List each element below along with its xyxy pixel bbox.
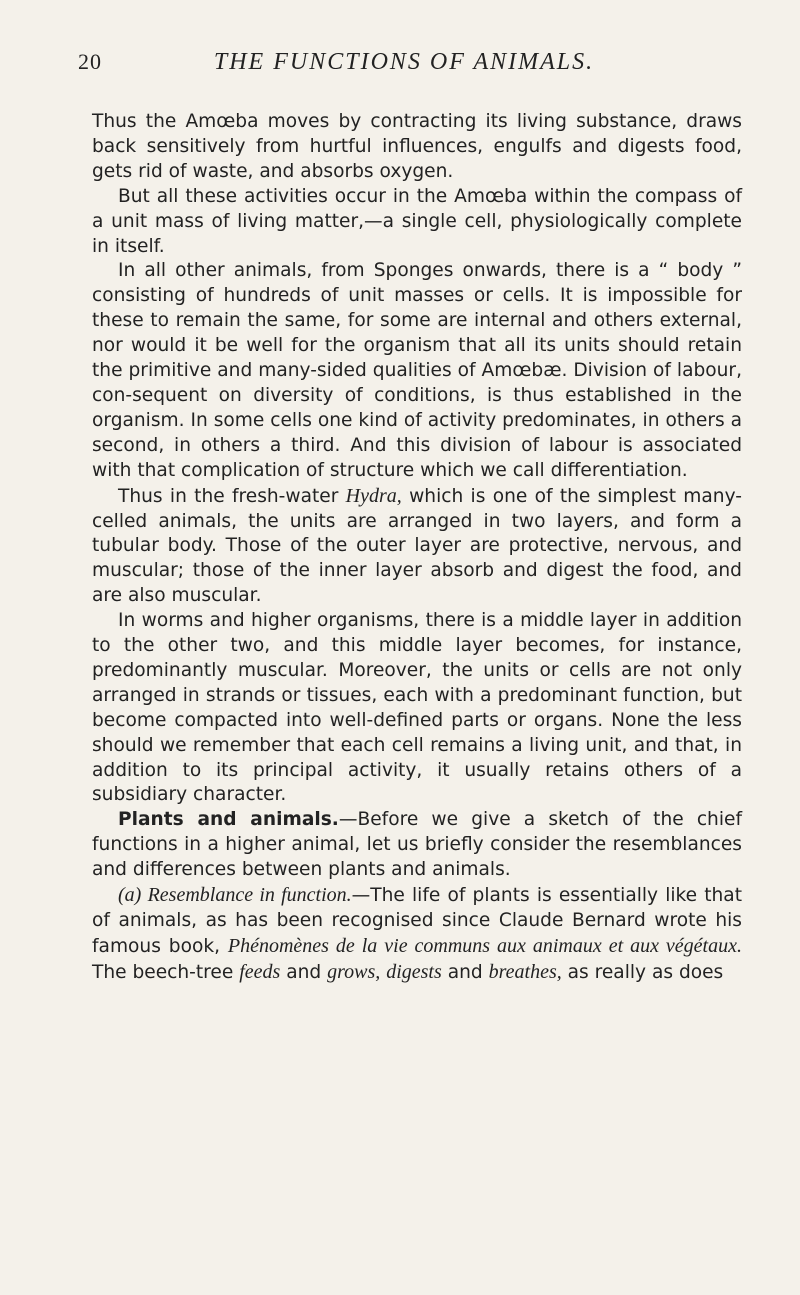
- subsection-label-resemblance: (a) Resemblance in function.: [118, 884, 352, 907]
- p7-text-c: and: [280, 961, 328, 983]
- term-grows: grows,: [327, 960, 381, 983]
- p7-text-b: The beech-tree: [92, 961, 240, 983]
- term-digests: digests: [386, 960, 442, 983]
- paragraph-4: [92, 484, 742, 610]
- paragraph-3: In all other animals, from Sponges onwards, there is a “ body ” consisting of hundreds of unit masses or cells. It is impossible for these to remain the same, for some are internal and others external, nor would it be well for the organism that all its units should retain the primitive and many-sided qualities of Amœbæ. Division of labour, con-sequent on diversity of conditions, is thus established in the organism. In some cells one kind of activity predominates, in others a second, in others a third. And this division of labour is associated with that complication of structure which we call differentiation.: [92, 260, 742, 481]
- term-breathes: breathes,: [488, 960, 562, 983]
- body-text: [92, 110, 742, 986]
- p6-text: —Before we give a sketch of the chief functions in a higher animal, let us briefly consider the resemblances and differences between plants and animals.: [92, 809, 742, 881]
- hydra-term: Hydra,: [345, 484, 402, 507]
- paragraph-7: [92, 883, 742, 986]
- section-heading-plants-animals: Plants and animals.: [118, 809, 339, 831]
- book-title: Phénomènes de la vie communs aux animaux et aux végétaux.: [227, 934, 742, 957]
- paragraph-1: Thus the Amœba moves by contracting its living substance, draws back sensitively from hurtful influences, engulfs and digests food, gets rid of waste, and absorbs oxygen.: [92, 111, 742, 182]
- term-feeds: feeds: [239, 960, 281, 983]
- p4-text-after: which is one of the simplest many-celled animals, the units are arranged in two layers, and form a tubular body. Those of the outer layer are protective, nervous, and muscular; those of the inner layer absorb and digest the food, and are also muscular.: [92, 485, 742, 607]
- p7-text-e: and: [441, 961, 489, 983]
- paragraph-6: [92, 808, 742, 883]
- p7-text-f: as really as does: [561, 961, 724, 983]
- p7-text-a: —The life of plants is essentially like that of animals, as has been recognised since Claude Bernard wrote his famous book,: [92, 885, 742, 957]
- running-head: THE FUNCTIONS OF ANIMALS.: [213, 49, 595, 75]
- p4-text-before: Thus in the fresh-water: [118, 485, 346, 507]
- page-number: 20: [78, 49, 102, 74]
- paragraph-5: In worms and higher organisms, there is a middle layer in addition to the other two, and this middle layer becomes, for instance, predominantly muscular. Moreover, the units or cells are not only arranged in strands or tissues, each with a predominant function, but become compacted into well-defined parts or organs. None the less should we remember that each cell remains a living unit, and that, in addition to its principal activity, it usually retains others of a subsidiary character.: [92, 610, 742, 806]
- paragraph-2: But all these activities occur in the Amœba within the compass of a unit mass of living matter,—a single cell, physiologically complete in itself.: [92, 185, 742, 257]
- page-header: [78, 49, 730, 89]
